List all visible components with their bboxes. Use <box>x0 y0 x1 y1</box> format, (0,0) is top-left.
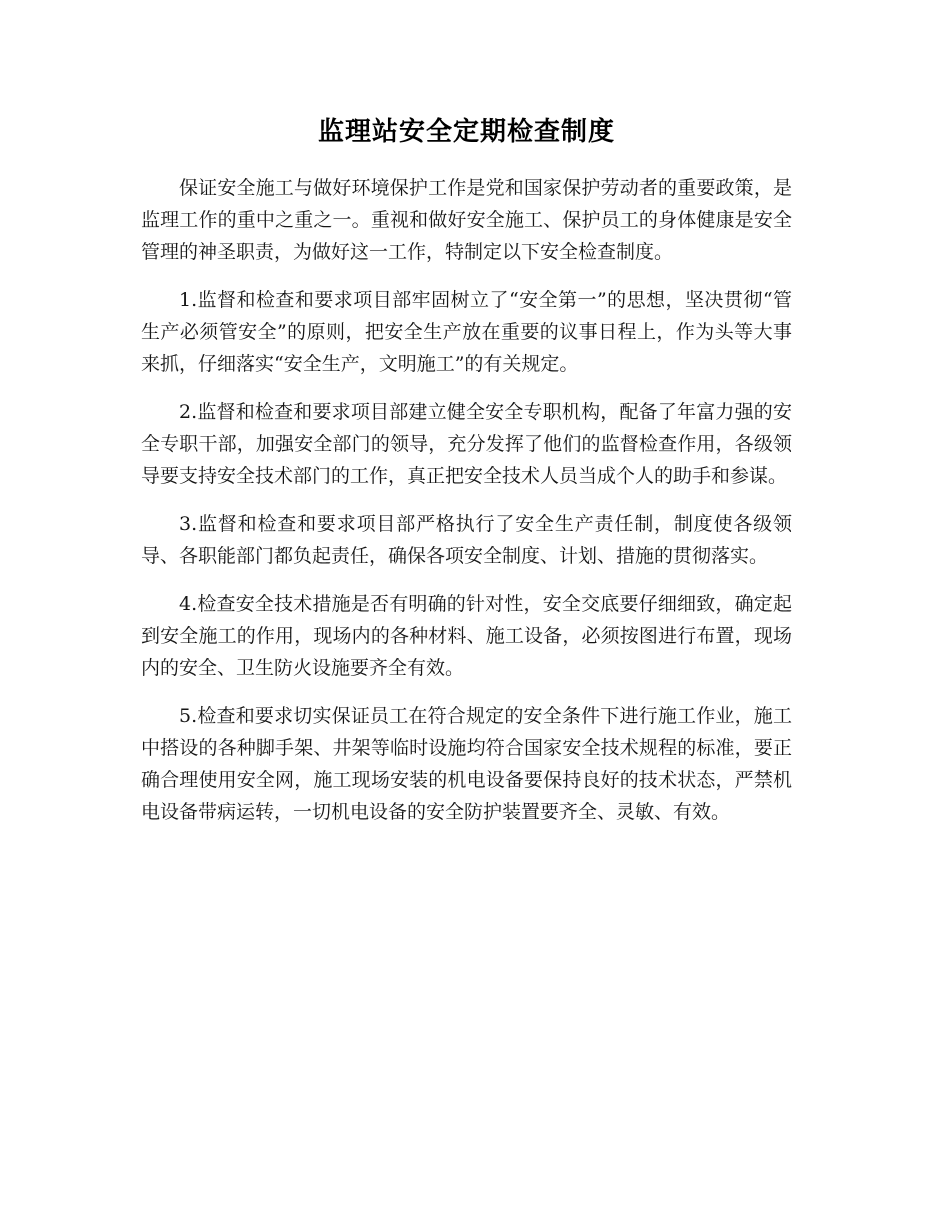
rule-paragraph-2: 2.监督和检查和要求项目部建立健全安全专职机构，配备了年富力强的安全专职干部，加强安全部门的领导，充分发挥了他们的监督检查作用，各级领导要支持安全技术部门的工作，真正把安全技术人员当成个人的助手和参谋。 <box>141 401 792 487</box>
rule-paragraph-3: 3.监督和检查和要求项目部严格执行了安全生产责任制，制度使各级领导、各职能部门都负起责任，确保各项安全制度、计划、措施的贯彻落实。 <box>141 513 792 567</box>
page-title: 监理站安全定期检查制度 <box>317 117 615 147</box>
rule-paragraph-5: 5.检查和要求切实保证员工在符合规定的安全条件下进行施工作业，施工中搭设的各种脚手架、井架等临时设施均符合国家安全技术规程的标准，要正确合理使用安全网，施工现场安装的机电设备要保持良好的技术状态，严禁机电设备带病运转，一切机电设备的安全防护装置要齐全、灵敏、有效。 <box>141 705 792 823</box>
rule-paragraph-1: 1.监督和检查和要求项目部牢固树立了“安全第一”的思想，坚决贯彻“管生产必须管安全”的原则，把安全生产放在重要的议事日程上，作为头等大事来抓，仔细落实“安全生产，文明施工”的有关规定。 <box>141 289 792 375</box>
intro-paragraph: 保证安全施工与做好环境保护工作是党和国家保护劳动者的重要政策，是监理工作的重中之重之一。重视和做好安全施工、保护员工的身体健康是安全管理的神圣职责，为做好这一工作，特制定以下安全检查制度。 <box>141 177 792 263</box>
rule-paragraph-4: 4.检查安全技术措施是否有明确的针对性，安全交底要仔细细致，确定起到安全施工的作用，现场内的各种材料、施工设备，必须按图进行布置，现场内的安全、卫生防火设施要齐全有效。 <box>141 593 792 679</box>
